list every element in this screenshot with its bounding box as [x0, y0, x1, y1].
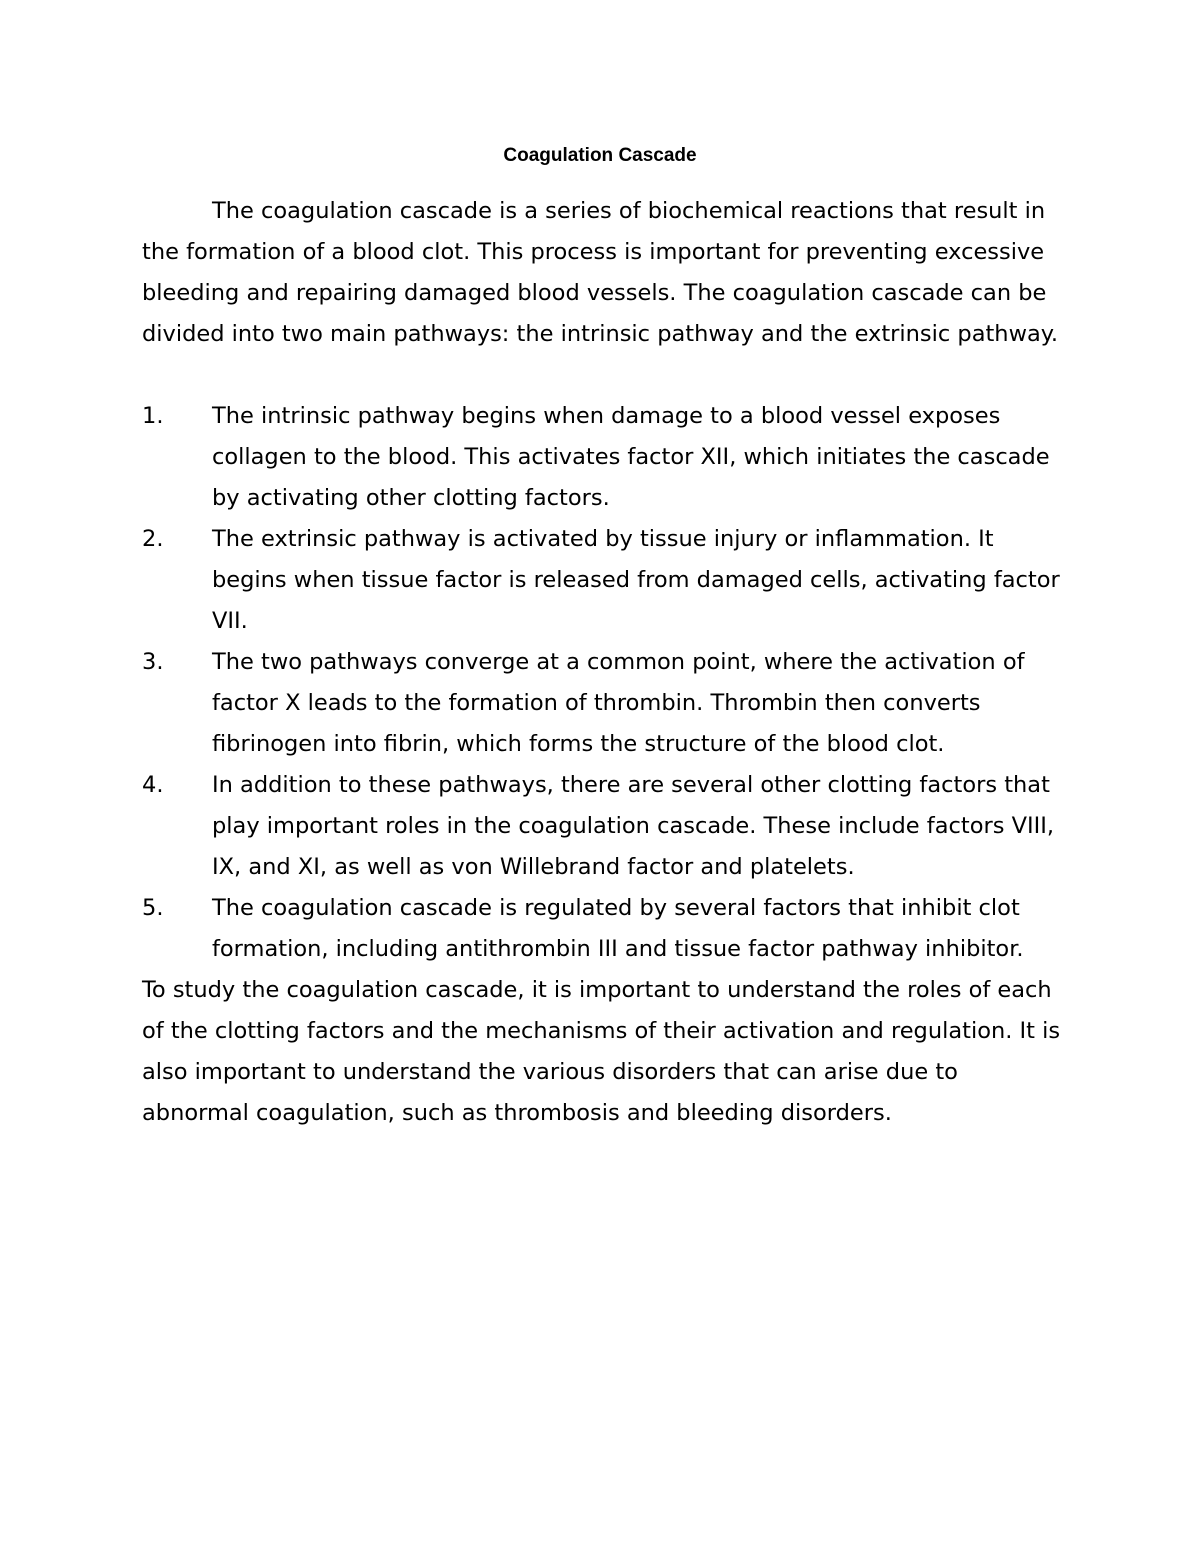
document-body — [142, 191, 1062, 1134]
list-item-text: The two pathways converge at a common point, where the activation of factor X leads to the formation of thrombin. Thrombin then converts fibrinogen into fibrin, which forms the structure of the blood clot. — [212, 649, 1025, 757]
list-item-number: 3. — [142, 649, 164, 675]
list-item-text: In addition to these pathways, there are several other clotting factors that play important roles in the coagulation cascade. These include factors VIII, IX, and XI, as well as von Willebrand factor and platelets. — [212, 772, 1055, 880]
list-item-number: 2. — [142, 526, 164, 552]
intro-paragraph: The coagulation cascade is a series of biochemical reactions that result in the formation of a blood clot. This process is important for preventing excessive bleeding and repairing damaged blood vessels. The coagulation cascade can be divided into two main pathways: the intrinsic pathway and the extrinsic pathway. — [142, 198, 1059, 347]
document-title: Coagulation Cascade — [503, 145, 697, 166]
list-item — [142, 642, 1062, 765]
closing-paragraph: To study the coagulation cascade, it is important to understand the roles of each of the clotting factors and the mechanisms of their activation and regulation. It is also important to understand the various disorders that can arise due to abnormal coagulation, such as thrombosis and bleeding disorders. — [142, 977, 1061, 1126]
list-item — [142, 519, 1062, 642]
list-item — [142, 396, 1062, 519]
list-item-number: 4. — [142, 772, 164, 798]
list-item-number: 1. — [142, 403, 164, 429]
paragraph-spacer — [142, 355, 1062, 396]
list-item-text: The extrinsic pathway is activated by tissue injury or inflammation. It begins when tissue factor is released from damaged cells, activating factor VII. — [212, 526, 1060, 634]
list-item-number: 5. — [142, 895, 164, 921]
list-item-text: The coagulation cascade is regulated by several factors that inhibit clot formation, including antithrombin III and tissue factor pathway inhibitor. — [212, 895, 1024, 962]
list-item-text: The intrinsic pathway begins when damage to a blood vessel exposes collagen to the blood. This activates factor XII, which initiates the cascade by activating other clotting factors. — [212, 403, 1050, 511]
list-item — [142, 765, 1062, 888]
list-item — [142, 888, 1062, 970]
numbered-list — [142, 396, 1062, 970]
